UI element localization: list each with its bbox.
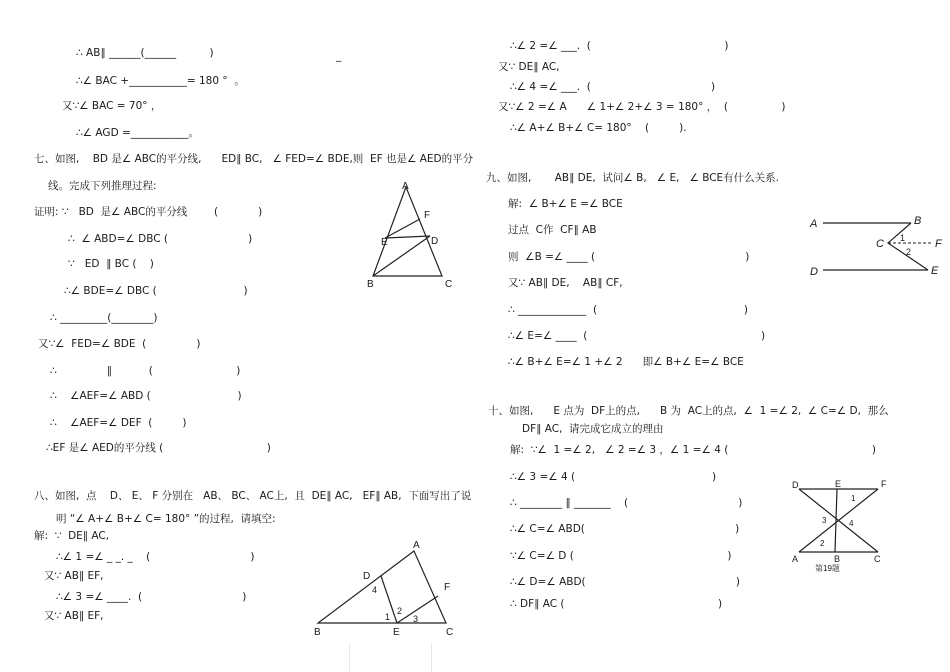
- right-line-2: ∴∠ 4 =∠ ___. ( ): [510, 81, 716, 93]
- question-9-title: 九、如图, AB∥ DE, 试问∠ B, ∠ E, ∠ BCE有什么关系.: [486, 172, 780, 184]
- left-line-14: ∴ ∠AEF=∠ DEF ( ): [50, 417, 187, 429]
- right-line-1: 又∵ DE∥ AC,: [498, 61, 560, 73]
- fig10-label-b: B: [834, 554, 841, 564]
- left-line-15: ∴EF 是∠ AED的平分线 ( ): [46, 442, 271, 454]
- fig10-angle-3: 3: [822, 516, 827, 525]
- fig7-label-e: E: [381, 237, 388, 248]
- fig10-angle-2: 2: [820, 539, 825, 548]
- fig7-label-b: B: [367, 279, 374, 290]
- left-line-18: 解: ∵ DE∥ AC,: [34, 530, 110, 542]
- question-10-title: 十、如图, E 点为 DF上的点, B 为 AC上的点, ∠ 1 =∠ 2, ∠ C=∠ D, 那么: [488, 405, 889, 417]
- fig9-label-a: A: [810, 218, 818, 230]
- fig10-line-eb: [835, 489, 837, 552]
- fig8-angle-2: 2: [397, 606, 403, 616]
- right-line-4: ∴∠ A+∠ B+∠ C= 180° ( ).: [510, 122, 687, 134]
- q9-line-4: 又∵ AB∥ DE, AB∥ CF,: [508, 277, 623, 289]
- scan-artifact-line: [431, 644, 432, 672]
- right-line-3: 又∵∠ 2 =∠ A ∠ 1+∠ 2+∠ 3 = 180° ， ( ): [498, 101, 786, 113]
- left-line-2: 又∵∠ BAC = 70° ，: [62, 100, 162, 112]
- fig7-label-a: A: [402, 181, 409, 192]
- left-line-5: 线。完成下列推理过程:: [48, 180, 157, 192]
- q9-line-1: 解: ∠ B+∠ E =∠ BCE: [508, 198, 623, 210]
- fig9-label-b: B: [914, 215, 922, 227]
- q10-line-8: ∴ DF∥ AC ( ): [510, 598, 723, 610]
- q9-line-6: ∴∠ E=∠ ____ ( ): [508, 330, 766, 342]
- left-line-13: ∴ ∠AEF=∠ ABD ( ): [50, 390, 242, 402]
- fig9-label-e: E: [931, 265, 939, 277]
- q9-line-2: 过点 C作 CF∥ AB: [508, 224, 597, 236]
- left-line-8: ∵ ED ∥ BC ( ): [68, 258, 154, 270]
- fig10-label-f: F: [881, 479, 887, 489]
- fig8-label-a: A: [413, 540, 420, 551]
- left-line-9: ∴∠ BDE=∠ DBC ( ): [64, 285, 248, 297]
- fig9-label-f: F: [935, 238, 942, 250]
- fig8-label-b: B: [314, 627, 321, 638]
- left-line-10: ∴ _________(________): [50, 312, 158, 324]
- dash-mark: _: [336, 50, 342, 62]
- fig8-angle-4: 4: [372, 585, 378, 595]
- fig7-label-c: C: [445, 279, 453, 290]
- left-line-0: ∴ AB∥ ______(______ ): [76, 47, 214, 59]
- fig10-angle-4: 4: [849, 519, 854, 528]
- left-line-7: ∴ ∠ ABD=∠ DBC ( ): [68, 233, 253, 245]
- left-line-12: ∴ ∥ ( ): [50, 365, 241, 377]
- left-line-17: 明 “∠ A+∠ B+∠ C= 180° ”的过程, 请填空:: [56, 513, 276, 525]
- fig10-label-a: A: [792, 554, 799, 564]
- fig9-angle-2: 2: [906, 247, 912, 257]
- left-line-19: ∴∠ 1 =∠ _ _. _ ( ): [56, 551, 255, 563]
- question-7-title: 七、如图, BD 是∠ ABC的平分线, ED∥ BC, ∠ FED=∠ BDE,则 EF 也是∠ AED的平分: [34, 153, 474, 165]
- fig8-label-e: E: [393, 627, 400, 638]
- fig10-label-c: C: [874, 554, 881, 564]
- q10-line-2: 解: ∵∠ 1 =∠ 2, ∠ 2 =∠ 3 ，∠ 1 =∠ 4 ( ): [510, 444, 876, 456]
- left-line-3: ∴∠ AGD =___________。: [76, 127, 200, 139]
- q10-line-6: ∵∠ C=∠ D ( ): [510, 550, 732, 562]
- q10-line-7: ∴∠ D=∠ ABD( ): [510, 576, 740, 588]
- left-line-20: 又∵ AB∥ EF,: [44, 570, 104, 582]
- left-line-22: 又∵ AB∥ EF,: [44, 610, 104, 622]
- q10-line-1: DF∥ AC, 请完成它成立的理由: [522, 423, 664, 435]
- question-8-title: 八、如图, 点 D、 E、 F 分别在 AB、 BC、 AC上, 且 DE∥ AC, EF∥ AB, 下面写出了说: [34, 490, 472, 502]
- q9-line-7: ∴∠ B+∠ E=∠ 1 +∠ 2 即∠ B+∠ E=∠ BCE: [508, 356, 744, 368]
- q9-line-5: ∴ _____________ ( ): [508, 304, 748, 316]
- q10-line-4: ∴ ________ ∥ _______ ( ): [510, 497, 743, 509]
- right-line-0: ∴∠ 2 =∠ ___. ( ): [510, 40, 729, 52]
- fig8-label-c: C: [446, 627, 454, 638]
- q10-line-5: ∴∠ C=∠ ABD( ): [510, 523, 740, 535]
- fig10-caption: 第19题: [815, 564, 840, 573]
- left-line-6: 证明: ∵ BD 是∠ ABC的平分线 ( ): [34, 206, 263, 218]
- fig7-label-d: D: [431, 236, 439, 247]
- left-line-1: ∴∠ BAC +___________= 180 ° 。: [76, 75, 245, 87]
- fig8-label-d: D: [363, 571, 371, 582]
- scan-artifact-line: [349, 644, 350, 672]
- q10-line-3: ∴∠ 3 =∠ 4 ( ): [510, 471, 717, 483]
- fig10-label-e: E: [835, 479, 842, 489]
- fig7-label-f: F: [424, 210, 431, 221]
- left-line-11: 又∵∠ FED=∠ BDE ( ): [38, 338, 201, 350]
- fig8-angle-1: 1: [385, 612, 391, 622]
- q9-line-3: 则 ∠B =∠ ____ ( ): [508, 251, 750, 263]
- fig9-angle-1: 1: [900, 233, 906, 243]
- fig10-label-d: D: [792, 480, 799, 490]
- fig8-label-f: F: [444, 582, 451, 593]
- fig8-angle-3: 3: [413, 614, 419, 624]
- left-line-21: ∴∠ 3 =∠ ____. ( ): [56, 591, 247, 603]
- fig10-angle-1: 1: [851, 494, 856, 503]
- fig9-label-c: C: [876, 238, 884, 250]
- fig9-label-d: D: [810, 266, 818, 278]
